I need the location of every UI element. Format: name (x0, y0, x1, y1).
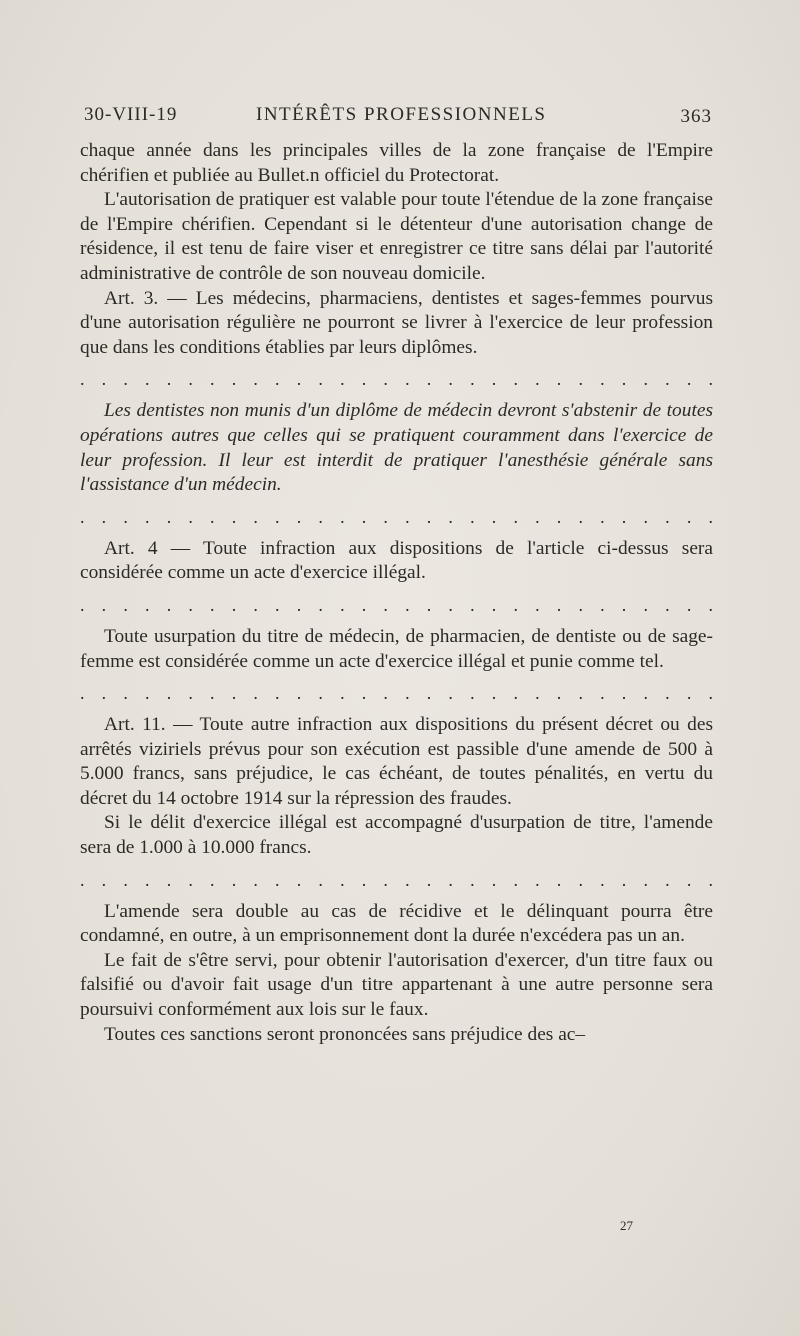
page-number: 363 (680, 106, 712, 127)
paragraph: Toutes ces sanctions seront prononcées sans préjudice des ac– (104, 1023, 586, 1045)
header-date: 30-VIII-19 (84, 104, 178, 125)
italic-paragraph: Les dentistes non munis d'un diplôme de médecin devront s'abstenir de toutes opérations autres que celles qui se pratiquent couramment dans l'exercice de leur profession. Il leur est interdit de pratiquer l'anesthésie générale sans l'assistance d'un médecin. (80, 400, 713, 496)
ellipsis-separator: . . . . . . . . . . . . . . . . . . . . . . . . . . . . . . (80, 369, 713, 390)
header-title: INTÉRÊTS PROFESSIONNELS (256, 104, 547, 125)
ellipsis-separator: . . . . . . . . . . . . . . . . . . . . . . . . . . . . . . (80, 594, 713, 615)
paragraph: chaque année dans les principales villes de la zone française de l'Empire chérifien et publiée au Bullet.n officiel du Protectorat. (80, 140, 713, 186)
document-body (80, 139, 713, 1047)
running-header (84, 100, 712, 130)
ellipsis-separator: . . . . . . . . . . . . . . . . . . . . . . . . . . . . . . (80, 506, 713, 527)
article-3: Art. 3. — Les médecins, pharmaciens, dentistes et sages-femmes pourvus d'une autorisation régulière ne pourront se livrer à l'exercice de leur profession que dans les conditions établies par leurs diplômes. (80, 287, 713, 358)
signature-mark: 27 (620, 1218, 633, 1233)
paragraph: Si le délit d'exercice illégal est accompagné d'usurpation de titre, l'amende sera de 1.000 à 10.000 francs. (80, 812, 713, 859)
article-4: Art. 4 — Toute infraction aux dispositions de l'article ci-dessus sera considérée comme un acte d'exercice illégal. (80, 537, 713, 584)
ellipsis-separator: . . . . . . . . . . . . . . . . . . . . . . . . . . . . . . (80, 869, 713, 890)
ellipsis-separator: . . . . . . . . . . . . . . . . . . . . . . . . . . . . . . (80, 683, 713, 704)
paragraph: L'autorisation de pratiquer est valable pour toute l'étendue de la zone française de l'Empire chérifien. Cependant si le détenteur d'une autorisation change de résidence, il est tenu de faire viser et enregistrer ce titre sans délai par l'autorité administrative de contrôle de son nouveau domicile. (80, 189, 713, 284)
paragraph: L'amende sera double au cas de récidive et le délinquant pourra être condamné, en outre, à un emprisonnement dont la durée n'excédera pas un an. (80, 900, 713, 947)
article-11: Art. 11. — Toute autre infraction aux dispositions du présent décret ou des arrêtés viziriels prévus pour son exécution est passible d'une amende de 500 à 5.000 francs, sans préjudice, le cas échéant, de toutes pénalités, en vertu du décret du 14 octobre 1914 sur la répression des fraudes. (80, 714, 713, 809)
paragraph: Toute usurpation du titre de médecin, de pharmacien, de dentiste ou de sage-femme est considérée comme un acte d'exercice illégal et punie comme tel. (80, 625, 713, 672)
paragraph: Le fait de s'être servi, pour obtenir l'autorisation d'exercer, d'un titre faux ou falsifié ou d'avoir fait usage d'un titre appartenant à une autre personne sera poursuivi conformément aux lois sur le faux. (80, 949, 713, 1021)
